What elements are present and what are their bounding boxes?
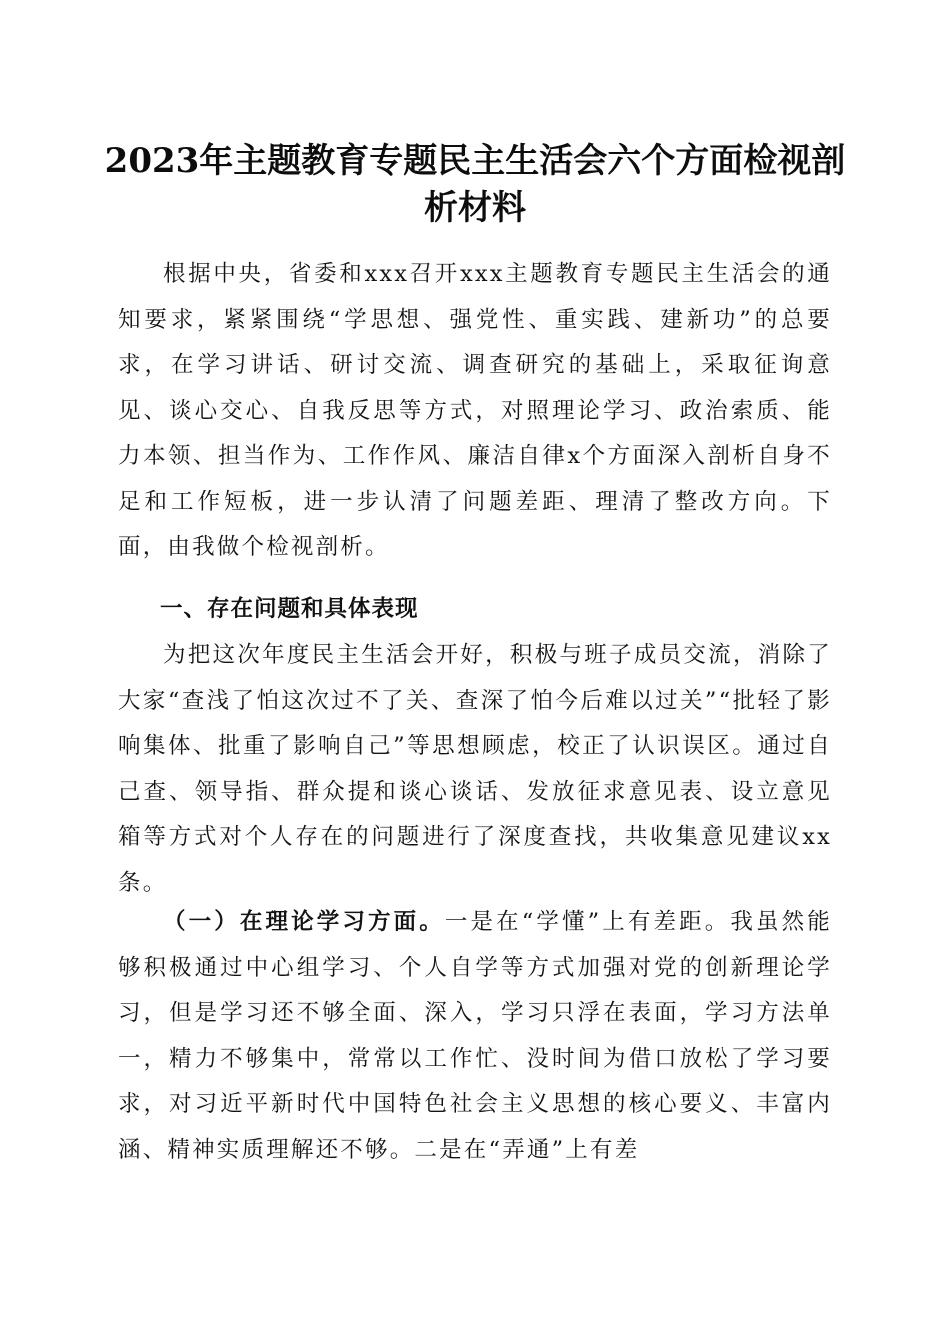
subsection-lead: （一）在理论学习方面。 [163, 909, 445, 935]
section-block [118, 633, 832, 906]
section-paragraph: 为把这次年度民主生活会开好，积极与班子成员交流，消除了大家“查浅了怕这次过不了关、查深了怕今后难以过关”“批轻了影响集体、批重了影响自己”等思想顾虑，校正了认识误区。通过自己查、领导指、群众提和谈心谈话、发放征求意见表、设立意见箱等方式对个人存在的问题进行了深度查找，共收集意见建议xx条。 [118, 642, 832, 896]
intro-block [118, 252, 832, 571]
section-heading: 一、存在问题和具体表现 [160, 596, 419, 622]
subsection-block [118, 900, 832, 1173]
subsection-text: 一是在“学懂”上有差距。我虽然能够积极通过中心组学习、个人自学等方式加强对党的创新理论学习，但是学习还不够全面、深入，学习只浮在表面，学习方法单一，精力不够集中，常常以工作忙、没时间为借口放松了学习要求，对习近平新时代中国特色社会主义思想的核心要义、丰富内涵、精神实质理解还不够。二是在“弄通”上有差 [118, 909, 832, 1163]
subsection-paragraph [118, 900, 832, 1173]
intro-paragraph: 根据中央，省委和xxx召开xxx主题教育专题民主生活会的通知要求，紧紧围绕“学思想、强党性、重实践、建新功”的总要求，在学习讲话、研讨交流、调查研究的基础上，采取征询意见、谈心交心、自我反思等方式，对照理论学习、政治索质、能力本领、担当作为、工作作风、廉洁自律x个方面深入剖析自身不足和工作短板，进一步认清了问题差距、理清了整改方向。下面，由我做个检视剖析。 [118, 261, 832, 560]
document-title: 2023年主题教育专题民主生活会六个方面检视剖析材料 [104, 141, 846, 228]
